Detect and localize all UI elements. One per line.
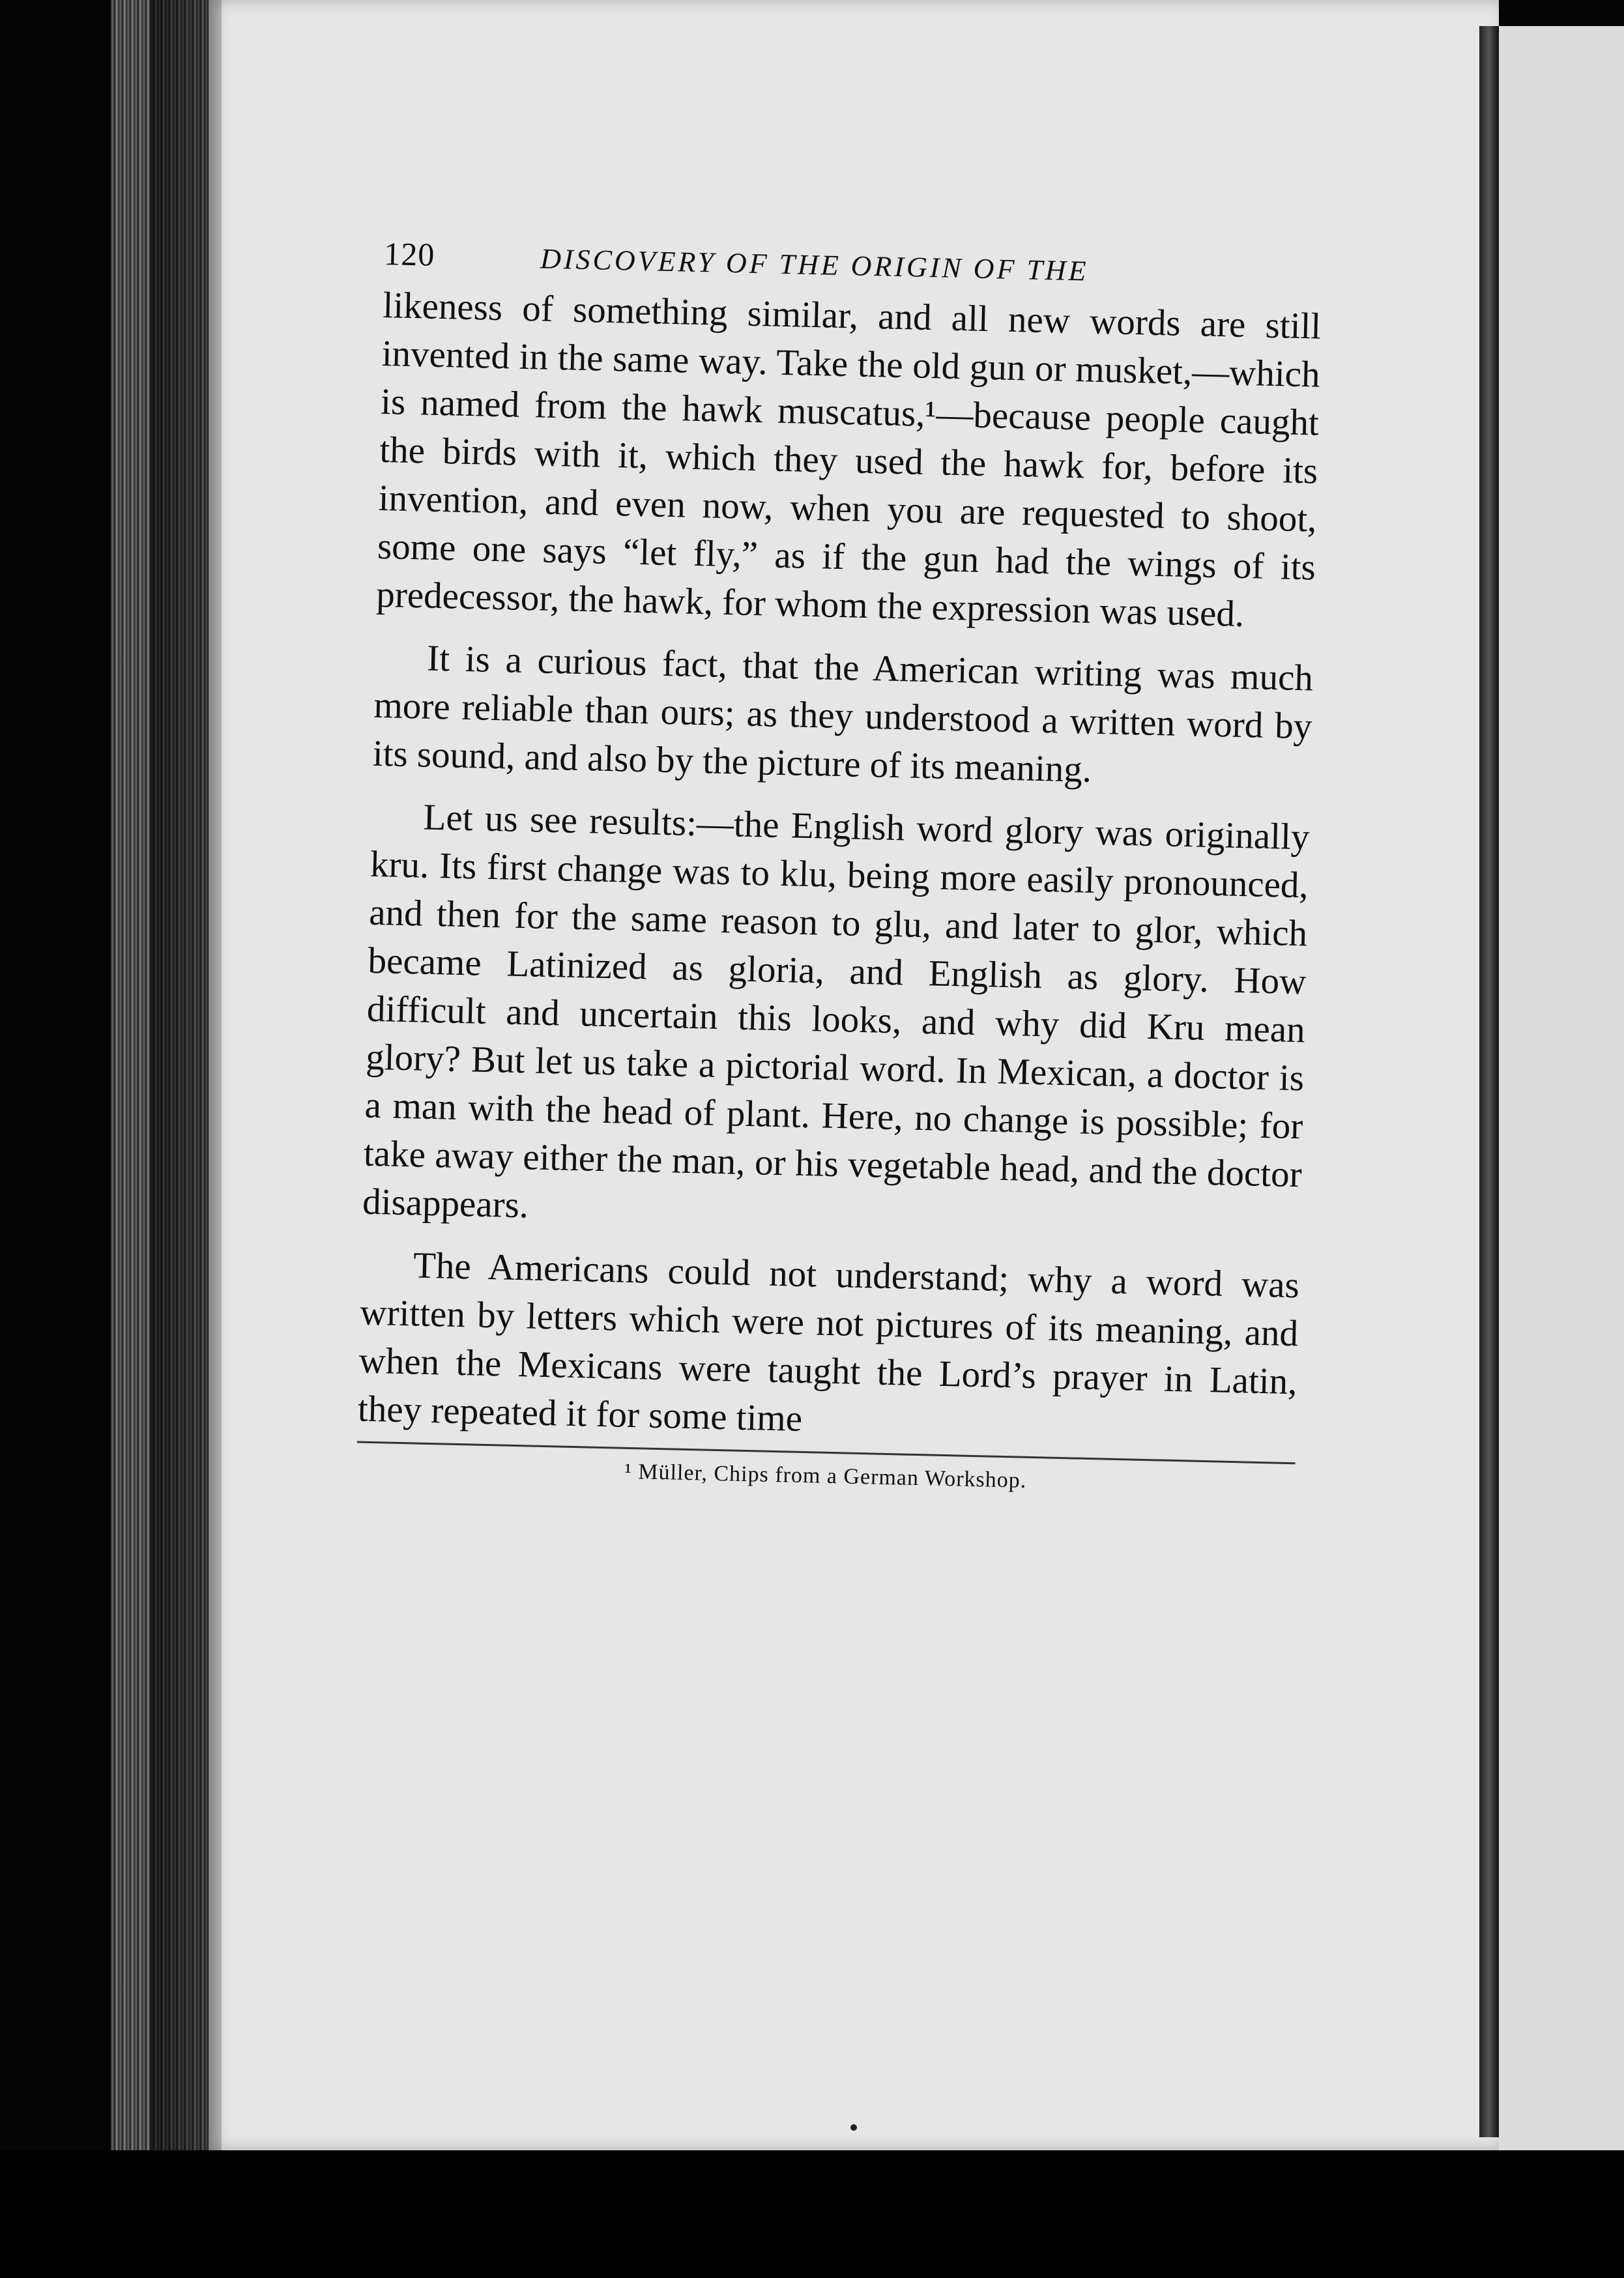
page-number: 120 [383, 235, 435, 273]
paragraph-2: It is a curious fact, that the American writing was much more reliable than ours; as they understood a written word by its sound, and also by the picture of its meaning. [372, 637, 1314, 790]
footnote: ¹ Müller, Chips from a German Workshop. [624, 1459, 1027, 1493]
paragraph-1: likeness of something similar, and all new words are still invented in the same way. Take the old gun or musket,—which is named from the hawk muscatus,¹—because people caught the birds with it, which they used the hawk for, before its invention, and even now, when you are requested to shoot, some one says “let fly,” as if the gun had the wings of its predecessor, the hawk, for whom the expression was used. [375, 284, 1322, 635]
page-fold [1479, 26, 1499, 2137]
scan-bottom-border [0, 2150, 1624, 2278]
paragraph-3: Let us see results:—the English word glory was originally kru. Its first change was to klu, being more easily pronounced, and then for the same reason to glu, and later to glor, which became Latinized as gloria, and English as glory. How difficult and uncertain this looks, and why did Kru mean glory? But let us take a pictorial word. In Mexican, a doctor is a man with the head of plant. Here, no change is possible; for take away either the man, or his vegetable head, and the doctor disappears. [362, 796, 1311, 1226]
page-text-block [356, 235, 1323, 1499]
ink-speck [850, 2124, 857, 2131]
paragraph-4: The Americans could not understand; why a word was written by letters which were not pictures of its meaning, and when the Mexicans were taught the Lord’s prayer in Latin, they repeated it for some time [357, 1245, 1300, 1440]
gutter-shadow [150, 0, 222, 2150]
adjacent-page [1499, 26, 1624, 2157]
running-title: DISCOVERY OF THE ORIGIN OF THE [540, 242, 1090, 287]
